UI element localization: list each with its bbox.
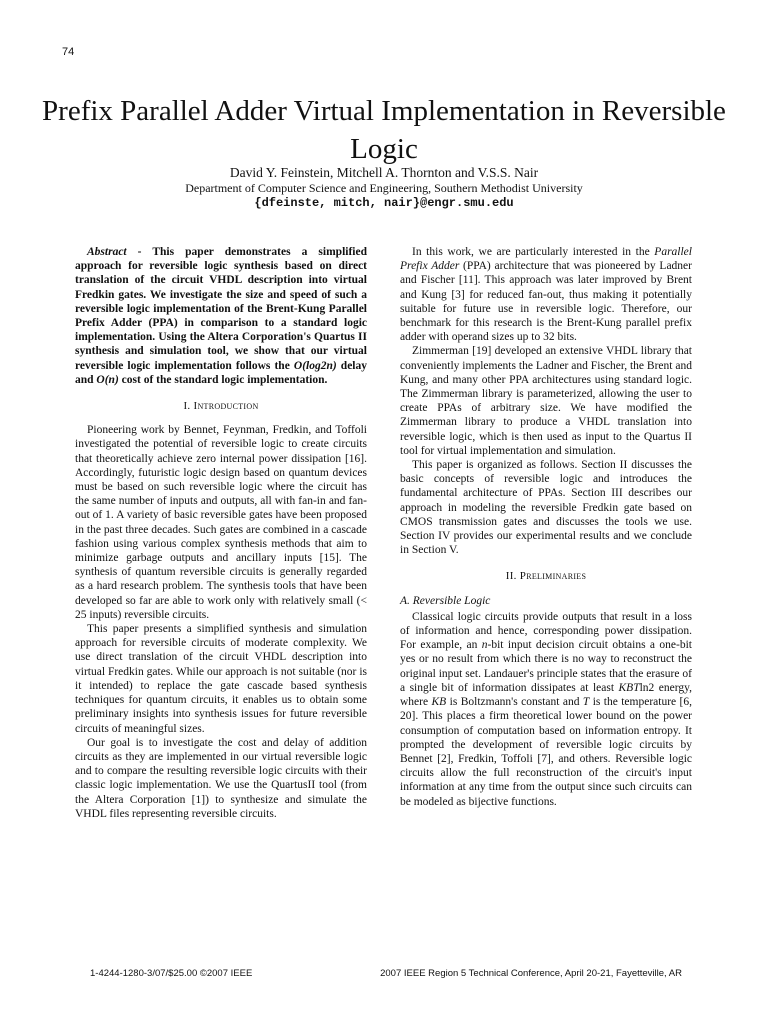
text: Classical logic circuits provide outputs that result in a loss of information and hence, corresponding power dissipation. For example, an: [400, 610, 692, 652]
abstract-label: Abstract: [87, 246, 127, 258]
emphasis: Parallel Prefix Adder: [400, 246, 692, 273]
paragraph: This paper presents a simplified synthesis and simulation approach for reversible circuits of moderate complexity. We use direct translation of the circuit VHDL description into virtual Fredkin gates. While our approach is not suitable (nor is it intended) to replace the gate cascade based synthesis techniques for quantum circuits, it enables us to obtain some preliminary insights into synthesis issues for future reversible circuits of meaningful sizes.: [75, 623, 367, 735]
math-t: T: [582, 696, 590, 709]
affiliation: Department of Computer Science and Engineering, Southern Methodist University: [185, 181, 583, 195]
author-emails: {dfeinste, mitch, nair}@engr.smu.edu: [254, 196, 514, 210]
section-heading-introduction: [75, 399, 367, 413]
abstract-delay: O(log2n): [293, 359, 337, 372]
abstract: [75, 245, 367, 387]
section-heading-preliminaries: [400, 569, 692, 583]
text: ln2 energy, where: [400, 681, 692, 709]
math-n: n: [481, 639, 488, 652]
paragraph: Our goal is to investigate the cost and delay of addition circuits as they are implemented in our virtual reversible logic and to compare the resulting reversible logic circuits with their classic logic implementation. We use the QuartusII tool (from the Altera Corporation [1]) to synthesize and simulate the VHDL files representing reversible circuits.: [75, 736, 367, 820]
section-numeral: I.: [183, 400, 194, 413]
section-title: Preliminaries: [519, 570, 587, 583]
left-column: [75, 245, 367, 821]
authors: David Y. Feinstein, Mitchell A. Thornton and V.S.S. Nair: [229, 165, 539, 180]
abstract-text-c: cost of the standard logic implementation.: [118, 373, 328, 386]
section-numeral: II.: [505, 570, 520, 583]
math-kbt: KBT: [618, 681, 640, 694]
text: is Boltzmann's constant and: [446, 696, 583, 709]
paragraph: [400, 610, 692, 809]
paragraph: Pioneering work by Bennet, Feynman, Fredkin, and Toffoli investigated the potential of reversible logic to create circuits that theoretically achieve zero internal power dissipation [16]. Accordingly, futuristic logic design based on quantum devices must be based on such reversible logic where the circuit has the same number of inputs and outputs, all with fan-in and fan-out of 1. A variety of basic reversible gates have been proposed in the past three decades. Such gates are combined in a cascade fashion using various complex synthesis methods that aim to minimize garbage outputs and ancillary inputs [15]. The synthesis of quantum reversible circuits is generally regarded as a hard research problem. The synthesis tools that have been developed so far are able to work only with relatively small (< 25 inputs) reversible circuits.: [75, 424, 367, 621]
math-kb: KB: [431, 696, 447, 709]
abstract-cost: O(n): [96, 373, 119, 386]
page-number: 74: [62, 46, 75, 58]
abstract-text-b: delay and: [75, 359, 368, 386]
text: In this work, we are particularly interested in the: [412, 246, 655, 258]
abstract-text-a: - This paper demonstrates a simplified approach for reversible logic synthesis based on direct translation of the circuit VHDL description into virtual Fredkin gates. We investigate the size and speed of such a reversible logic implementation of the Brent-Kung Parallel Prefix Adder (PPA) in comparison to a standard logic implementation. Using the Altera Corporation's Quartus II synthesis and simulation tool, we show that our virtual reversible logic implementation follows the: [75, 246, 367, 372]
right-column: [400, 245, 692, 809]
footer-conference: 2007 IEEE Region 5 Technical Conference, April 20-21, Fayetteville, AR: [380, 968, 682, 979]
text: -bit input decision circuit obtains a one-bit yes or no result from which there is no way to reconstruct the original input set. Landauer's principle states that the erasure of a single bit of information dissipates at least: [400, 639, 692, 694]
section-title: Introduction: [193, 400, 259, 413]
subsection-heading: A. Reversible Logic: [400, 594, 491, 607]
paragraph: [400, 245, 692, 344]
footer-copyright: 1-4244-1280-3/07/$25.00 ©2007 IEEE: [90, 968, 253, 979]
text: (PPA) architecture that was pioneered by Ladner and Fischer [11]. This approach was later improved by Brent and Kung [3] for reduced fan-out, thus making it potentially suitable for future use in reversible logic. Therefore, our benchmark for this research is the Brent-Kung parallel prefix adder with operand sizes up to 32 bits.: [400, 260, 692, 344]
paper-title: Prefix Parallel Adder Virtual Implementation in Reversible Logic: [42, 95, 726, 165]
text: is the temperature [6, 20]. This places a firm theoretical lower bound on the power consumption of computation based on information entropy. It prompted the development of reversible logic circuits by Bennet [2], Fredkin, Toffoli [7], and others. Reversible logic circuits allow the full reconstruction of the circuit's input information at any time from the output since such circuits can be modeled as bijective functions.: [400, 696, 692, 808]
paragraph: Zimmerman [19] developed an extensive VHDL library that conveniently implements the Ladner and Fischer, the Brent and Kung, and many other PPA architectures using standard logic. The Zimmerman library is parameterized, allowing the user to create PPAs of arbitrary size. We have modified the Zimmerman library to produce a VHDL translation into reversible logic, which is then used as input to the Quartus II tool for virtual implementation and simulation.: [400, 345, 692, 457]
paragraph: This paper is organized as follows. Section II discusses the basic concepts of reversible logic and introduces the fundamental architecture of PPAs. Section III describes our approach in modeling the reversible Fredkin gate based on CMOS transmission gates and discusses the tools we use. Section IV provides our experimental results and we conclude in Section V.: [400, 459, 692, 557]
